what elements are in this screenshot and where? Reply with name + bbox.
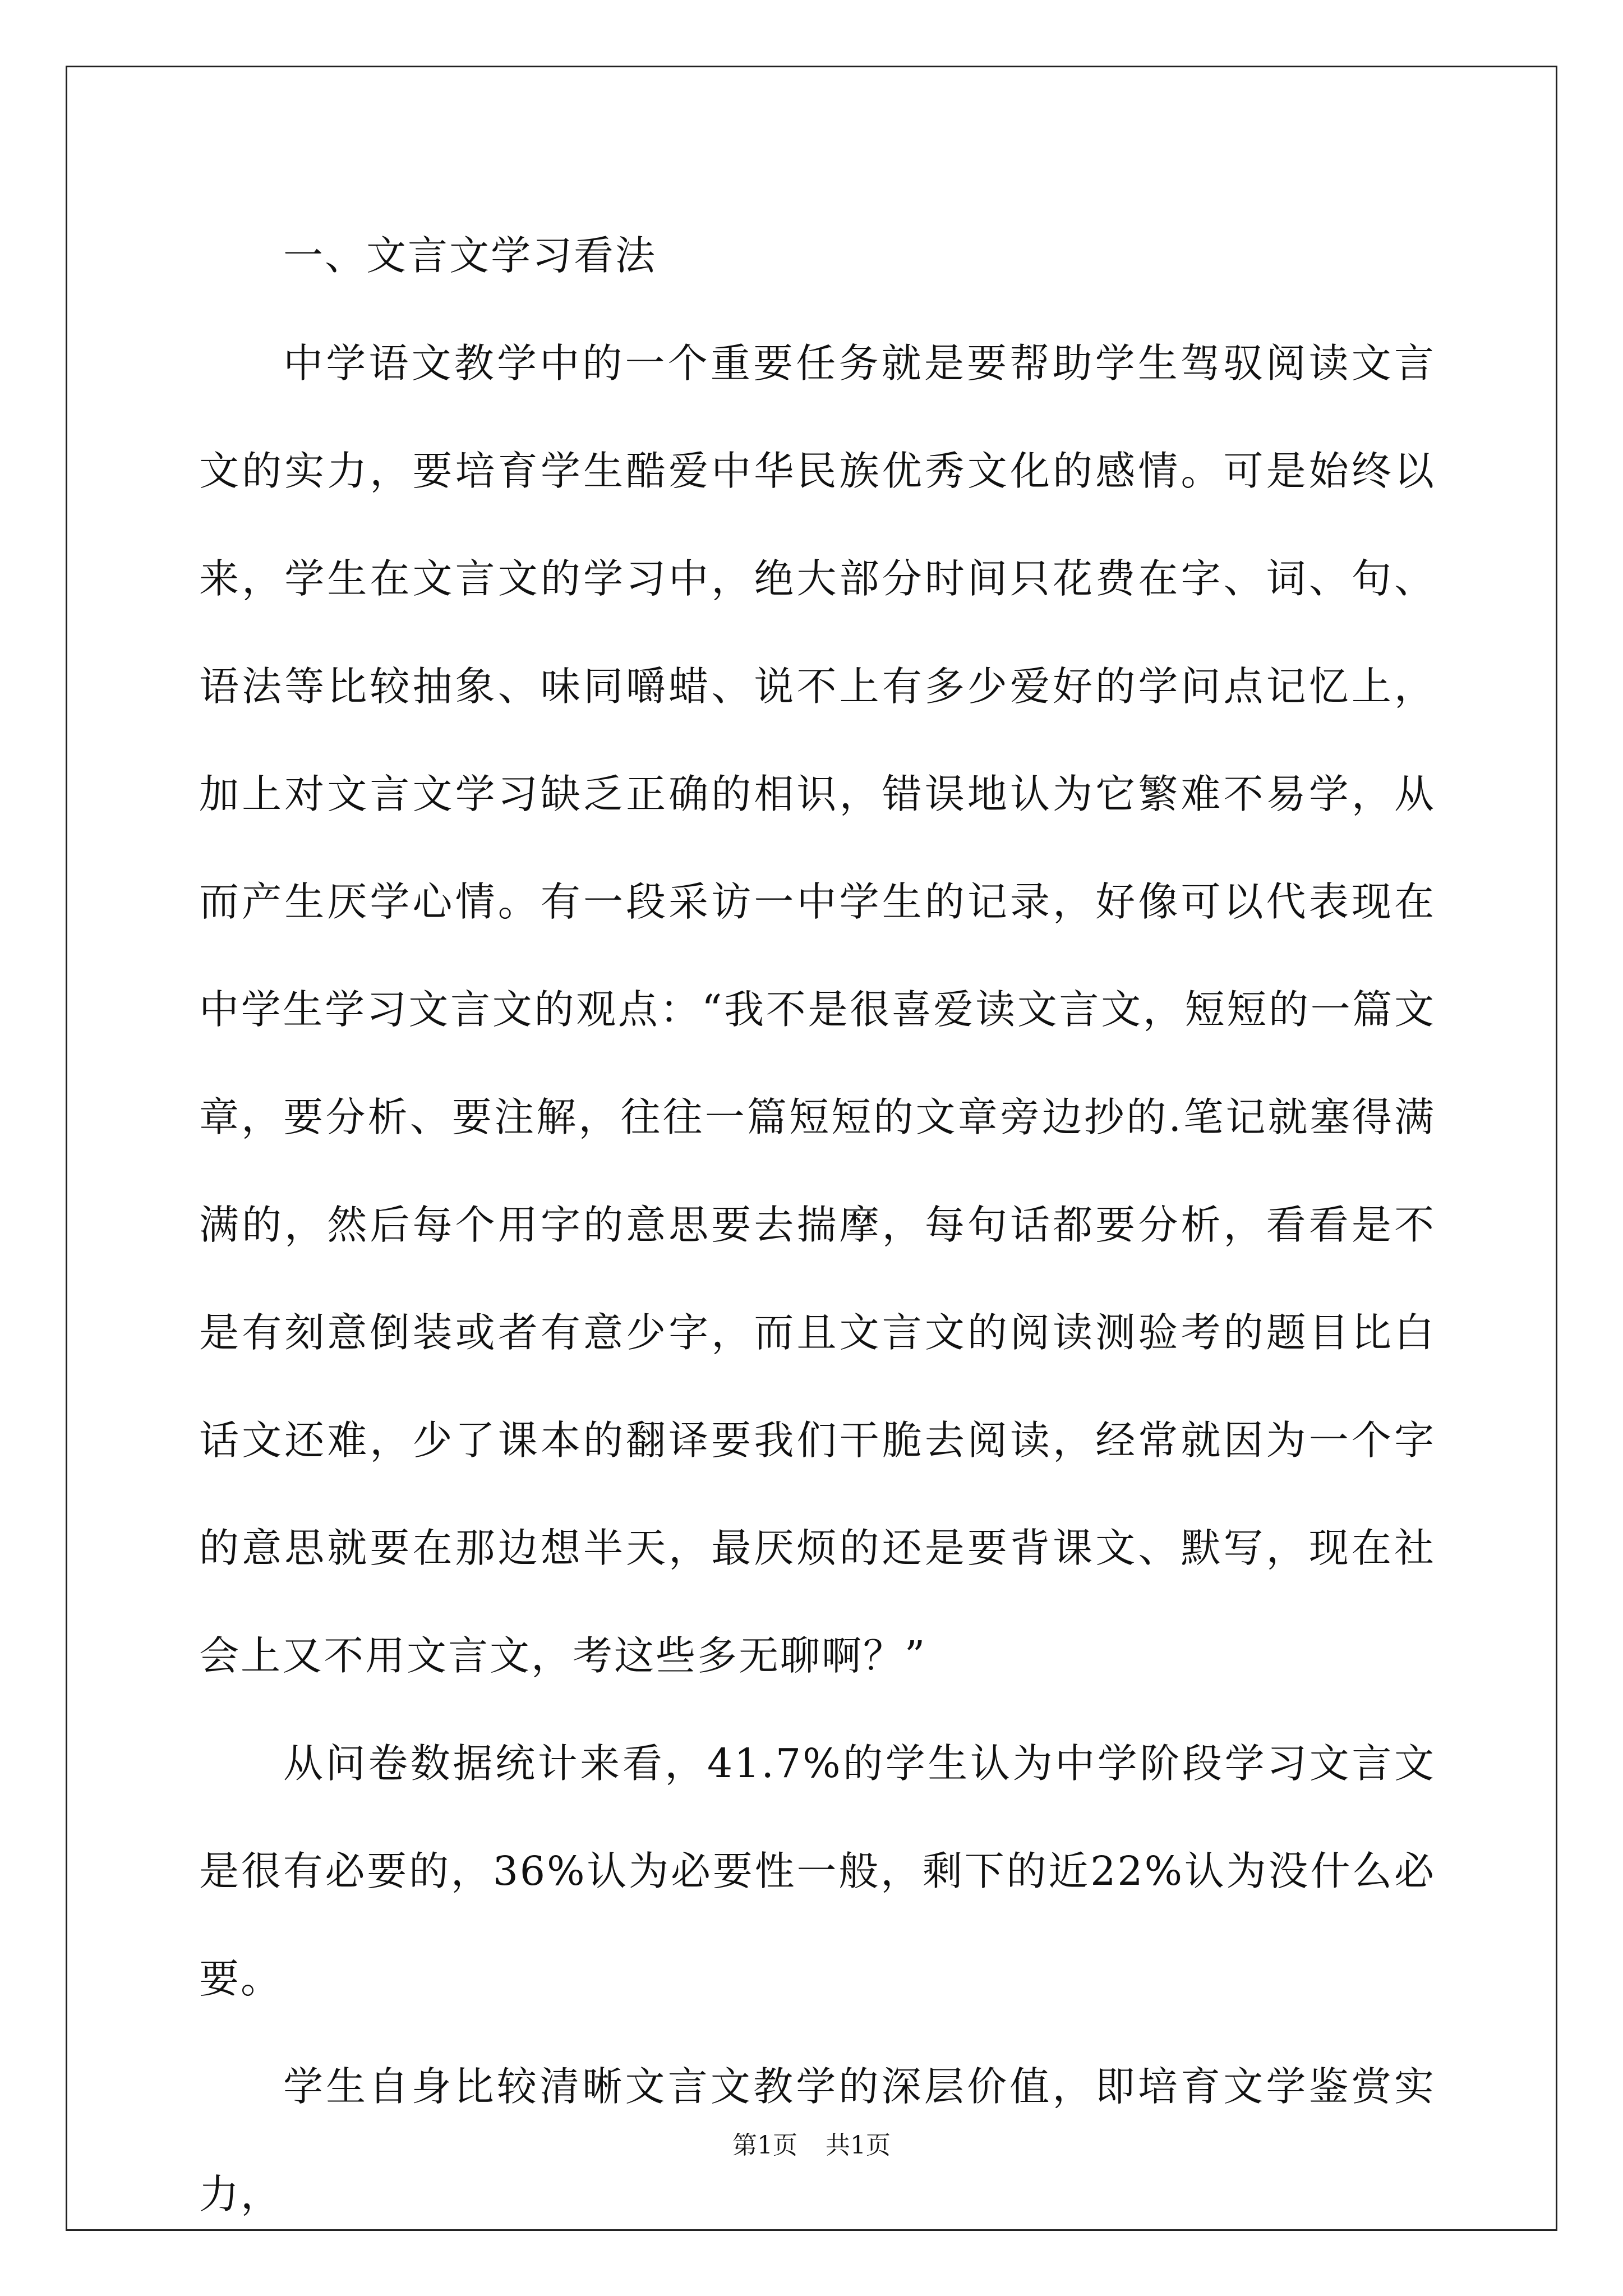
paragraph-value: 学生自身比较清晰文言文教学的深层价值，即培育文学鉴赏实力， [199, 2063, 1436, 2217]
page-total: 共1页 [826, 2131, 891, 2160]
section-heading: 一、文言文学习看法 [283, 232, 657, 279]
document-body [199, 202, 1436, 2248]
page-number: 第1页 [732, 2131, 797, 2160]
paragraph-intro: 中学语文教学中的一个重要任务就是要帮助学生驾驭阅读文言文的实力，要培育学生酷爱中华民族优秀文化的感情。可是始终以来，学生在文言文的学习中，绝大部分时间只花费在字、词、句、语法等比较抽象、味同嚼蜡、说不上有多少爱好的学问点记忆上，加上对文言文学习缺乏正确的相识，错误地认为它繁难不易学，从而产生厌学心情。有一段采访一中学生的记录，好像可以代表现在中学生学习文言文的观点：“我不是很喜爱读文言文，短短的一篇文章，要分析、要注解，往往一篇短短的文章旁边抄的.笔记就塞得满满的，然后每个用字的意思要去揣摩，每句话都要分析，看看是不是有刻意倒装或者有意少字，而且文言文的阅读测验考的题目比白话文还难，少了课本的翻译要我们干脆去阅读，经常就因为一个字的意思就要在那边想半天，最厌烦的还是要背课文、默写，现在社会上又不用文言文，考这些多无聊啊？” [199, 340, 1436, 1679]
page-footer [0, 2129, 1623, 2162]
paragraph-survey: 从问卷数据统计来看，41.7%的学生认为中学阶段学习文言文是很有必要的，36%认为必要性一般，剩下的近22%认为没什么必要。 [199, 1740, 1436, 2002]
